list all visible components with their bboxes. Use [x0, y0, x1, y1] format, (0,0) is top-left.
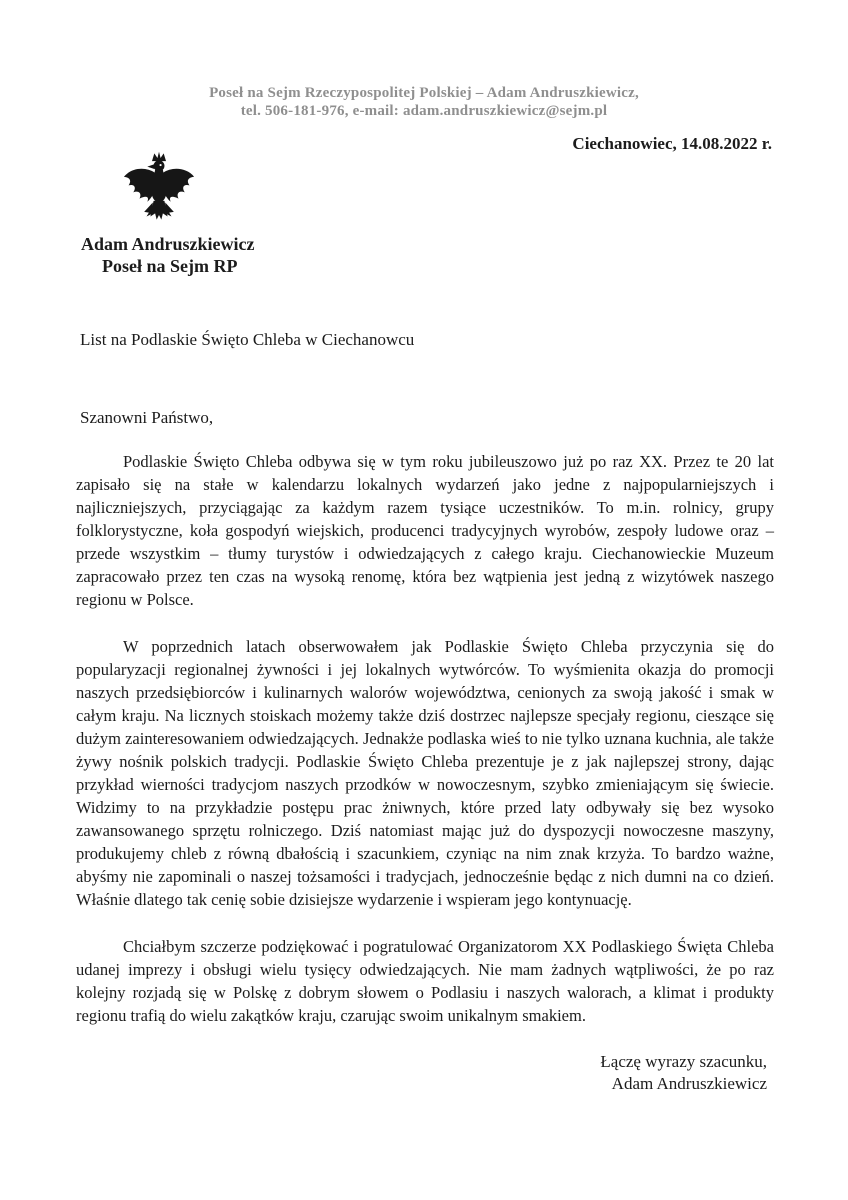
subject-line: List na Podlaskie Święto Chleba w Ciechanowcu	[80, 330, 415, 349]
closing-block	[76, 1051, 774, 1095]
salutation: Szanowni Państwo,	[80, 408, 214, 427]
dateline: Ciechanowiec, 14.08.2022 r.	[572, 134, 772, 153]
paragraph-1: Podlaskie Święto Chleba odbywa się w tym roku jubileuszowo już po raz XX. Przez te 20 lat zapisało się na stałe w kalendarzu lokalnych wydarzeń jako jedne z najpopularniejszych i najliczniejszych, przyciągając za każdym razem tysiące uczestników. To m.in. rolnicy, grupy folklorystyczne, koła gospodyń wiejskich, producenci tradycyjnych wyrobów, zespoły ludowe oraz – przede wszystkim – tłumy turystów i odwiedzających z całego kraju. Ciechanowieckie Muzeum zapracowało przez ten czas na wysoką renomę, która bez wątpienia jest jedną z wizytówek naszego regionu w Polsce.	[76, 452, 774, 609]
polish-eagle-emblem	[120, 151, 198, 229]
sender-block	[81, 233, 255, 277]
letterhead-line1: Poseł na Sejm Rzeczypospolitej Polskiej – Adam Andruszkiewicz,	[209, 85, 639, 101]
sender-title: Poseł na Sejm RP	[102, 256, 238, 276]
letter-body	[76, 450, 774, 1095]
letterhead	[0, 84, 848, 120]
paragraph-2: W poprzednich latach obserwowałem jak Podlaskie Święto Chleba przyczynia się do popularyzacji regionalnej żywności i jej lokalnych wytwórców. To wyśmienita okazja do promocji naszych przedsiębiorców i kulinarnych walorów województwa, cenionych za swoją jakość i smak w całym kraju. Na licznych stoiskach możemy także dziś dostrzec najlepsze specjały regionu, cieszące się dużym zainteresowaniem odwiedzających. Jednakże podlaska wieś to nie tylko uznana kuchnia, ale także żywy nośnik polskich tradycji. Podlaskie Święto Chleba prezentuje je z jak najlepszej strony, dając przykład wierności tradycjom naszych przodków w nowoczesnym, szybko zmieniającym się świecie. Widzimy to na przykładzie postępu prac żniwnych, które przed laty odbywały się bez wysoko zawansowanego sprzętu rolniczego. Dziś natomiast mając już do dyspozycji nowoczesne maszyny, produkujemy chleb z równą dbałością i szacunkiem, czyniąc na nim znak krzyża. To bardzo ważne, abyśmy nie zapominali o naszej tożsamości i tradycjach, jednocześnie będąc z nich dumni na co dzień. Właśnie dlatego tak cenię sobie dzisiejsze wydarzenie i wspieram jego kontynuację.	[76, 637, 774, 909]
signature: Adam Andruszkiewicz	[611, 1074, 767, 1093]
paragraph-3: Chciałbym szczerze podziękować i pogratulować Organizatorom XX Podlaskiego Święta Chleba udanej imprezy i obsługi wielu tysięcy odwiedzających. Nie mam żadnych wątpliwości, że po raz kolejny rozjadą się w Polskę z dobrym słowem o Podlasiu i naszych walorach, a klimat i produkty regionu trafią do wielu zakątków kraju, czarując swoim unikalnym smakiem.	[76, 937, 774, 1025]
valediction: Łączę wyrazy szacunku,	[600, 1052, 767, 1071]
letterhead-line2: tel. 506-181-976, e-mail: adam.andruszkiewicz@sejm.pl	[240, 103, 608, 119]
sender-name: Adam Andruszkiewicz	[81, 234, 255, 254]
